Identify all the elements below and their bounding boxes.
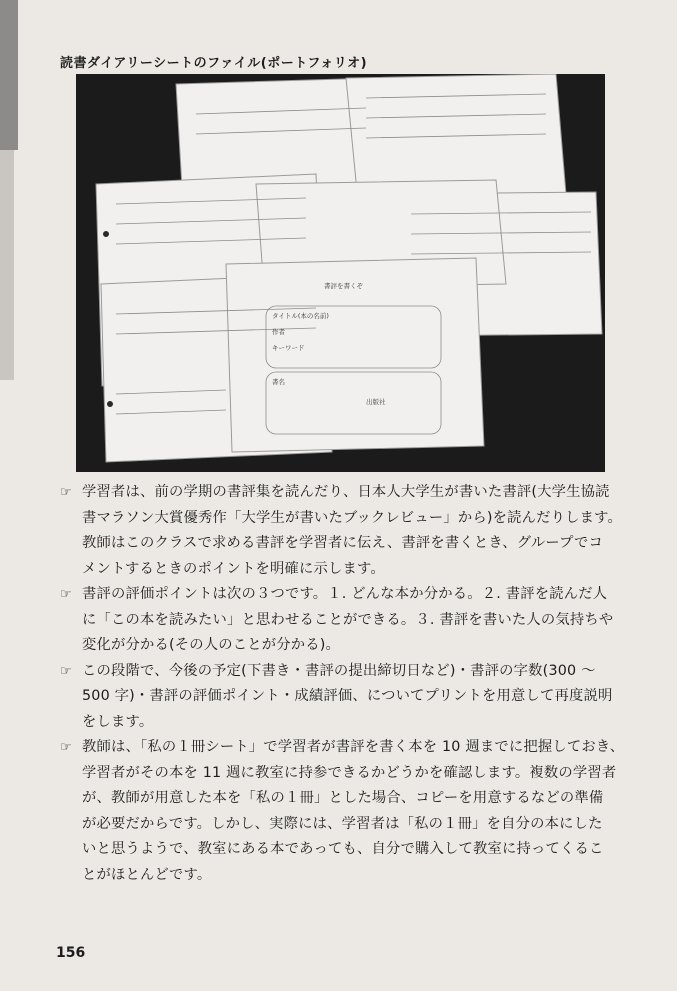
portfolio-photo xyxy=(76,74,605,472)
text-line: が、教師が用意した本を「私の１冊」とした場合、コピーを用意するなどの準備 xyxy=(82,790,604,806)
pointing-hand-icon: ☞ xyxy=(60,740,72,755)
paragraph-3 xyxy=(60,659,626,736)
pointing-hand-icon: ☞ xyxy=(60,663,72,679)
pointing-hand-icon: ☞ xyxy=(60,485,72,500)
text-line: 教師はこのクラスで求める書評を学習者に伝え、書評を書くとき、グループでコ xyxy=(82,535,604,551)
text-line: 変化が分かる(その人のことが分かる)。 xyxy=(82,637,341,653)
form-label-publisher: 出版社 xyxy=(366,398,386,406)
pointing-hand-icon: ☞ xyxy=(60,587,72,602)
text-line: 学習者がその本を 11 週に教室に持参できるかどうかを確認します。複数の学習者 xyxy=(82,764,617,781)
paragraph-2 xyxy=(60,582,626,659)
text-line: とがほとんどです。 xyxy=(82,866,212,883)
form-heading: 書評を書くぞ xyxy=(324,282,363,290)
text-line: いと思うようで、教室にある本であっても、自分で購入して教室に持ってくるこ xyxy=(82,841,604,857)
text-line: 学習者は、前の学期の書評集を読んだり、日本人大学生が書いた書評(大学生協読 xyxy=(82,484,610,500)
chapter-edge-tab xyxy=(0,0,18,150)
body-text xyxy=(60,480,626,888)
text-line: をします。 xyxy=(82,713,154,730)
paragraph-1 xyxy=(60,480,626,582)
text-line: メントするときのポイントを明確に示します。 xyxy=(82,560,385,577)
text-line: に「この本を読みたい」と思わせることができる。３. 書評を書いた人の気持ちや xyxy=(82,611,614,628)
form-label-title: タイトル(本の名前) xyxy=(272,312,329,320)
photo-caption: 読書ダイアリーシートのファイル(ポートフォリオ) xyxy=(60,56,368,71)
text-line: が必要だからです。しかし、実際には、学習者は「私の１冊」を自分の本にした xyxy=(82,815,603,832)
text-line: 500 字)・書評の評価ポイント・成績評価、についてプリントを用意して再度説明 xyxy=(82,688,613,704)
text-line: 書マラソン大賞優秀作「大学生が書いたブックレビュー」から)を読んだりします。 xyxy=(82,509,623,526)
form-label-book: 書名 xyxy=(272,378,285,386)
text-line: 教師は、「私の１冊シート」で学習者が書評を書く本を 10 週までに把握しておき、 xyxy=(82,739,625,755)
binder-hole xyxy=(107,401,113,407)
text-line: 書評の評価ポイントは次の３つです。１. どんな本か分かる。２. 書評を読んだ人 xyxy=(82,586,608,602)
form-label-author: 作者 xyxy=(272,328,285,336)
text-line: この段階で、今後の予定(下書き・書評の提出締切日など)・書評の字数(300 〜 xyxy=(82,662,596,679)
chapter-edge-strip xyxy=(0,150,14,380)
form-label-keyword: キーワード xyxy=(272,344,305,352)
page-number: 156 xyxy=(56,945,86,961)
portfolio-photo-drawing xyxy=(76,74,605,472)
binder-hole xyxy=(103,231,109,237)
paragraph-4 xyxy=(60,735,626,888)
